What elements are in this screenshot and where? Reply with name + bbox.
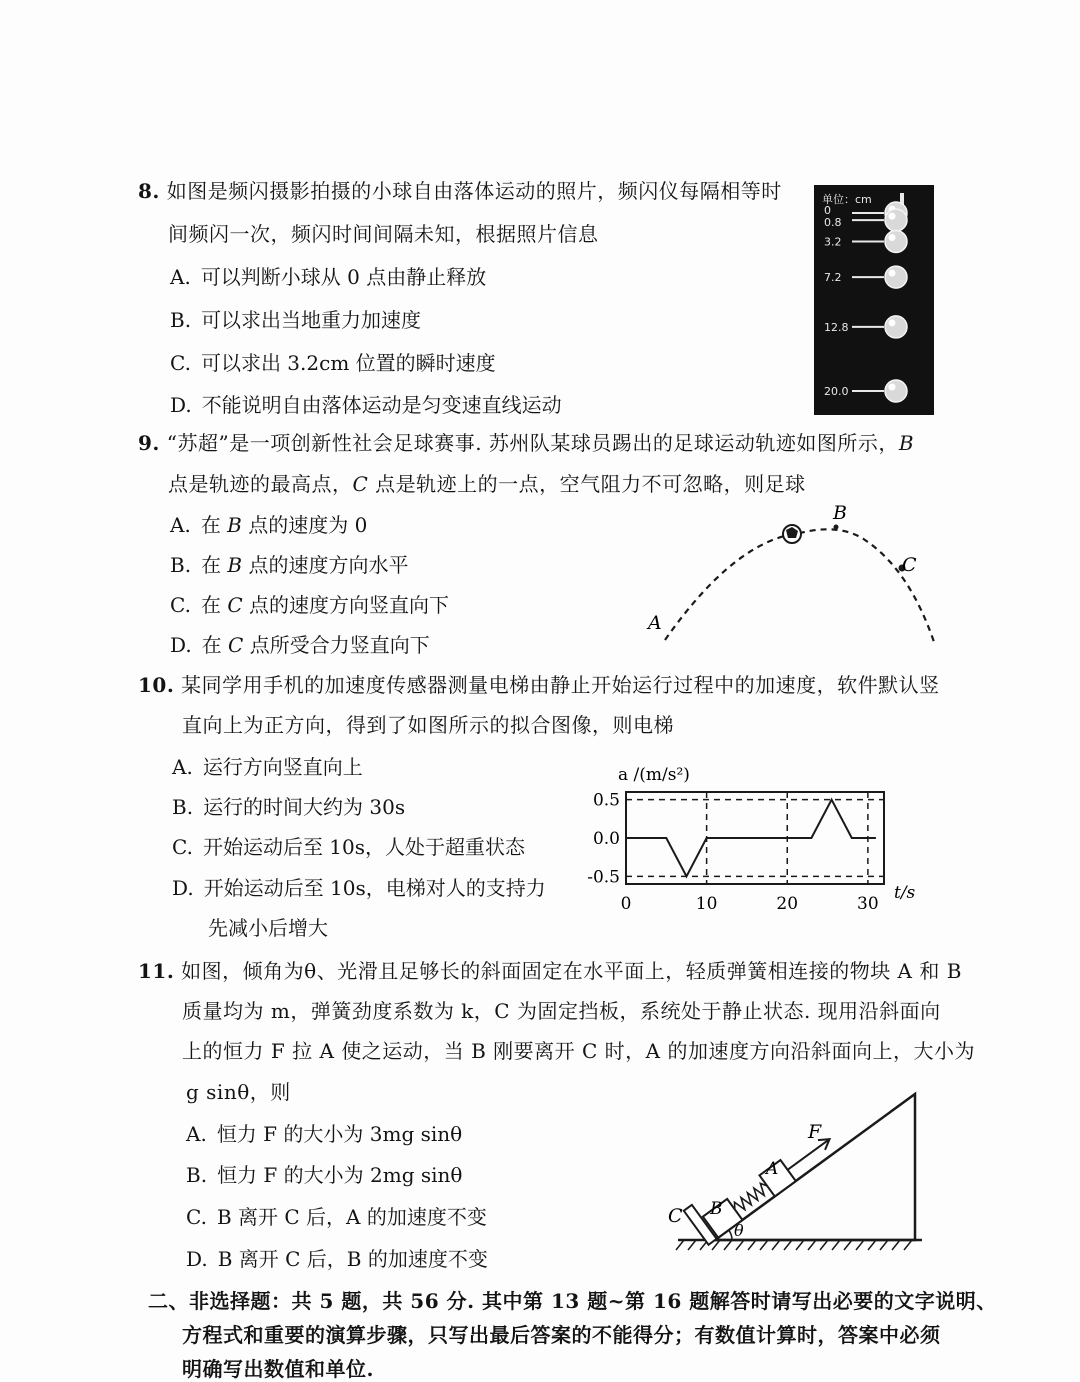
ball-highlight [889,234,896,241]
q11-option-d: D. B 离开 C 后，B 的加速度不变 [186,1247,488,1271]
section2-line3: 明确写出数值和单位. [182,1357,374,1381]
q8-stem-line1 [138,178,782,204]
incline [715,1094,915,1240]
q11-stem-line3: 上的恒力 F 拉 A 使之运动，当 B 刚要离开 C 时，A 的加速度方向沿斜面向上，大小为 [182,1039,975,1063]
ball-highlight [889,213,896,220]
q10-option-d-cont: 先减小后增大 [208,916,328,940]
q11-option-c: C. B 离开 C 后，A 的加速度不变 [186,1205,487,1229]
ball-image [885,380,907,402]
q8-option-b: B. 可以求出当地重力加速度 [170,308,422,332]
q11-incline-figure [660,1088,930,1258]
ball-highlight [889,270,896,277]
q11-option-a: A. 恒力 F 的大小为 3mg sinθ [186,1122,463,1146]
label-f: F [808,1121,822,1143]
q8-option-a: A. 可以判断小球从 0 点由静止释放 [170,265,487,289]
label-theta: θ [734,1221,744,1240]
q9-trajectory-figure [640,495,950,655]
q9-option-c: C. 在 C 点的速度方向竖直向下 [170,593,449,617]
q11-number: 11. [138,959,175,983]
ball-image [885,209,907,231]
section2-line1: 二、非选择题：共 5 题，共 56 分. 其中第 13 题~第 16 题解答时请写出必要的文字说明、 [148,1289,997,1313]
point-b-label: B [833,502,847,524]
x-tick-label: 20 [776,894,799,914]
q9-option-d: D. 在 C 点所受合力竖直向下 [170,633,430,657]
q9-option-a: A. 在 B 点的速度为 0 [170,513,368,537]
x-tick-label: 10 [695,894,718,914]
y-tick-label: 0.5 [592,790,620,811]
ball-image [885,230,907,252]
ball-highlight [889,384,896,391]
series-line [626,800,876,877]
angle-arc [729,1230,732,1240]
y-tick-label: -0.5 [587,867,620,888]
point-b-dot [834,525,839,530]
photo-mark-label: 0.8 [824,216,842,230]
photo-unit-label: 单位：cm [822,193,872,206]
q10-stem-line1: 10. 某同学用手机的加速度传感器测量电梯由静止开始运行过程中的加速度，软件默认竖 [138,673,940,697]
photo-mark-label: 0 [824,204,831,217]
q8-option-d: D. 不能说明自由落体运动是匀变速直线运动 [170,393,562,417]
label-c: C [668,1205,683,1227]
x-tick-label: 30 [857,894,879,914]
q9-stem-line2: 点是轨迹的最高点，C 点是轨迹上的一点，空气阻力不可忽略，则足球 [168,472,806,496]
label-a: A [766,1159,779,1179]
q10-option-b: B. 运行的时间大约为 30s [172,795,406,819]
q11-stem-line1: 11. 如图，倾角为θ、光滑且足够长的斜面固定在水平面上，轻质弹簧相连接的物块 A 和 B [138,959,962,983]
x-axis-label: t/s [894,883,916,903]
q9-option-b: B. 在 B 点的速度方向水平 [170,553,409,577]
label-b: B [710,1199,723,1219]
q10-option-a: A. 运行方向竖直向上 [172,755,363,779]
q10-option-c: C. 开始运动后至 10s，人处于超重状态 [172,835,526,859]
q11-stem-line2: 质量均为 m，弹簧劲度系数为 k，C 为固定挡板，系统处于静止状态. 现用沿斜面向 [182,999,941,1023]
q11-stem-line4: g sinθ，则 [186,1080,291,1104]
q8-option-c: C. 可以求出 3.2cm 位置的瞬时速度 [170,351,496,375]
q8-stem-line2: 间频闪一次，频闪时间间隔未知，根据照片信息 [168,222,599,246]
x-tick-label: 0 [620,894,632,914]
point-a-label: A [648,612,662,634]
ball-image [885,266,907,288]
y-axis-label: a /(m/s²) [618,765,690,785]
ball-image [885,316,907,338]
q9-stem-line1: 9. “苏超”是一项创新性社会足球赛事. 苏州队某球员踢出的足球运动轨迹如图所示，B [138,431,915,455]
q10-acceleration-chart [570,758,930,918]
q10-stem-line2: 直向上为正方向，得到了如图所示的拟合图像，则电梯 [182,713,674,737]
q8-number: 8. [138,179,160,203]
photo-mark-label: 3.2 [824,235,842,249]
q8-stem1: 如图是频闪摄影拍摄的小球自由落体运动的照片，频闪仪每隔相等时 [166,179,782,203]
force-arrow-shaft [788,1140,828,1169]
photo-mark-label: 7.2 [824,271,842,285]
point-c-label: C [902,554,917,576]
q11-option-b: B. 恒力 F 的大小为 2mg sinθ [186,1163,463,1187]
q10-option-d: D. 开始运动后至 10s，电梯对人的支持力 [172,876,546,900]
trajectory-curve [665,529,935,645]
q8-strobe-photo [814,185,934,415]
photo-mark-label: 12.8 [824,320,849,334]
ball-highlight [889,319,896,326]
y-tick-label: 0.0 [592,829,620,849]
photo-mark-label: 20.0 [824,385,849,398]
q9-number: 9. [138,431,160,455]
spring [731,1181,770,1214]
section2-line2: 方程式和重要的演算步骤，只写出最后答案的不能得分；有数值计算时，答案中必须 [182,1323,941,1347]
q10-number: 10. [138,673,175,697]
